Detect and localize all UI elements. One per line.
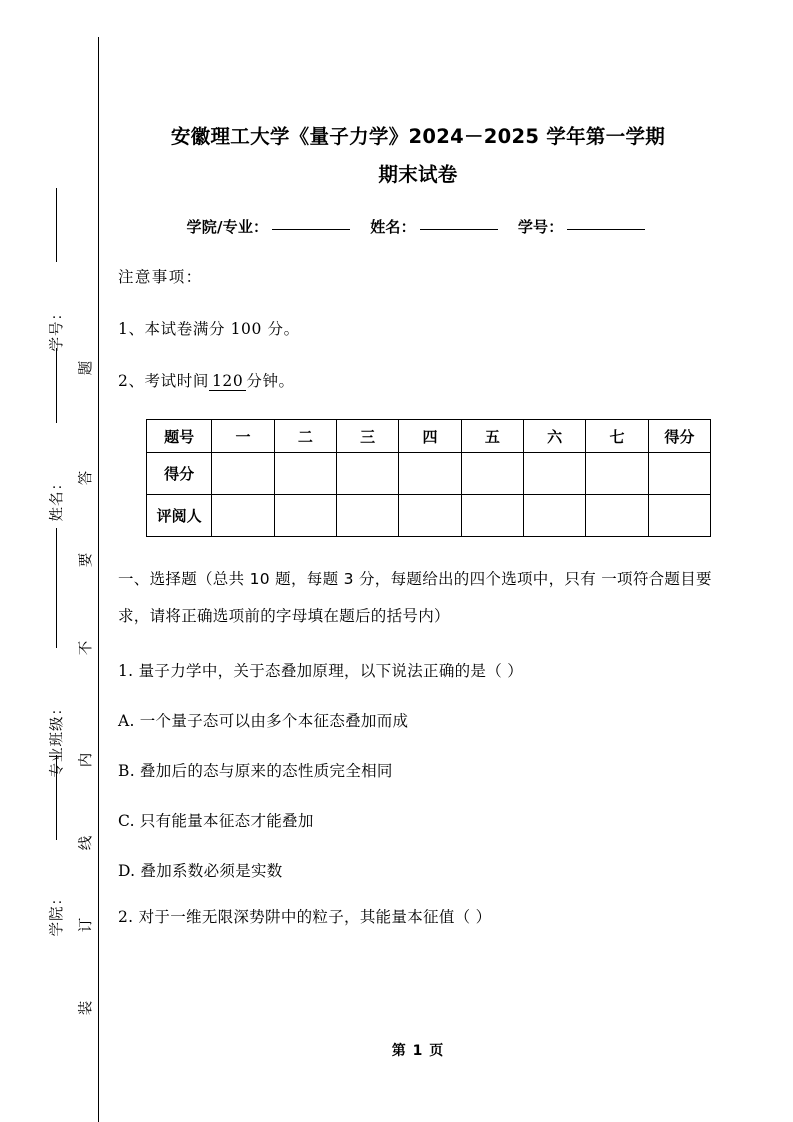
binding-notice-char: 内 [78,752,95,768]
note-item-2 [118,339,718,391]
reviewer-row-label: 评阅人 [147,495,212,537]
option-c-text: 只有能量本征态才能叠加 [139,812,314,830]
reviewer-cell[interactable] [523,495,585,537]
question-1-option-a[interactable] [118,681,718,731]
reviewer-cell[interactable] [586,495,648,537]
score-table-header-cell: 四 [399,420,461,453]
option-d-text: 叠加系数必须是实数 [140,862,283,880]
college-major-field[interactable] [272,229,350,230]
question-1-option-d[interactable] [118,831,718,881]
option-d-label: D. [118,862,136,880]
table-row [147,453,711,495]
table-row [147,495,711,537]
binding-notice-char: 线 [78,835,95,851]
reviewer-cell[interactable] [212,495,274,537]
exam-title-line1: 安徽理工大学《量子力学》2024－2025 学年第一学期 [170,125,666,148]
score-table-header-cell: 一 [212,420,274,453]
binding-notice-char: 装 [78,1000,95,1016]
student-info-line [118,194,718,237]
note-2-prefix: 2、考试时间 [118,372,209,390]
section-heading-multiple-choice [118,537,718,635]
question-2-number: 2. [118,908,134,926]
binding-vertical-rule [98,37,99,1122]
score-cell[interactable] [586,453,648,495]
question-1-option-b[interactable] [118,731,718,781]
option-c-label: C. [118,812,135,830]
score-cell[interactable] [461,453,523,495]
score-cell[interactable] [212,453,274,495]
exam-body [118,0,718,927]
score-table-header-cell: 题号 [147,420,212,453]
score-table-header-cell: 得分 [648,420,710,453]
note-item-1 [118,287,718,339]
margin-label-major-class: 专业班级： [49,700,66,778]
binding-notice-char: 订 [78,917,95,933]
option-a-label: A. [118,712,135,730]
question-1-number: 1. [118,662,134,680]
score-cell[interactable] [274,453,336,495]
reviewer-cell[interactable] [337,495,399,537]
note-2-suffix: 分钟。 [246,372,295,390]
score-table-header-cell: 七 [586,420,648,453]
question-1-text: 量子力学中，关于态叠加原理，以下说法正确的是（ ） [138,662,524,680]
score-cell[interactable] [337,453,399,495]
exam-duration-value: 120 [209,372,246,391]
score-cell[interactable] [399,453,461,495]
exam-title-line2: 期末试卷 [378,163,458,186]
margin-label-name: 姓名： [49,475,66,522]
question-1 [118,635,718,681]
section-heading-line2: 一项符合题目要求，请将正确选项前的字母填在题后的括号内） [118,570,712,625]
score-cell[interactable] [523,453,585,495]
score-table-header-cell: 五 [461,420,523,453]
college-major-label: 学院/专业： [186,218,269,236]
option-b-label: B. [118,762,135,780]
student-id-field[interactable] [567,229,645,230]
name-field[interactable] [420,229,498,230]
section-heading-line1: 一、选择题（总共 10 题，每题 3 分，每题给出的四个选项中，只有 [118,570,596,588]
reviewer-cell[interactable] [648,495,710,537]
binding-notice-char: 要 [78,552,95,568]
score-table-header-cell: 三 [337,420,399,453]
binding-field-rule-segment [56,528,57,648]
score-cell[interactable] [648,453,710,495]
binding-margin [0,0,112,1122]
reviewer-cell[interactable] [461,495,523,537]
binding-field-rule-segment [56,348,57,423]
score-table-container [118,391,718,537]
score-row-label: 得分 [147,453,212,495]
question-2 [118,881,718,927]
table-row-header [147,420,711,453]
reviewer-cell[interactable] [399,495,461,537]
binding-notice-char: 不 [78,640,95,656]
binding-notice-char: 题 [78,360,95,376]
notes-heading: 注意事项： [118,268,203,286]
option-b-text: 叠加后的态与原来的态性质完全相同 [139,762,393,780]
note-1-text: 1、本试卷满分 100 分。 [118,320,300,338]
page-footer: 第 1 页 [391,1043,445,1059]
question-2-text: 对于一维无限深势阱中的粒子，其能量本征值（ ） [138,908,492,926]
student-id-label: 学号： [517,218,564,236]
reviewer-cell[interactable] [274,495,336,537]
option-a-text: 一个量子态可以由多个本征态叠加而成 [139,712,409,730]
score-table-header-cell: 六 [523,420,585,453]
page-title [118,0,718,194]
margin-label-college: 学院： [49,890,66,937]
binding-field-rule-segment [56,188,57,262]
score-table-header-cell: 二 [274,420,336,453]
name-label: 姓名： [370,218,416,236]
question-1-option-c[interactable] [118,781,718,831]
binding-notice-char: 答 [78,470,95,486]
score-table [146,419,711,537]
margin-label-student-id: 学号： [49,305,66,352]
